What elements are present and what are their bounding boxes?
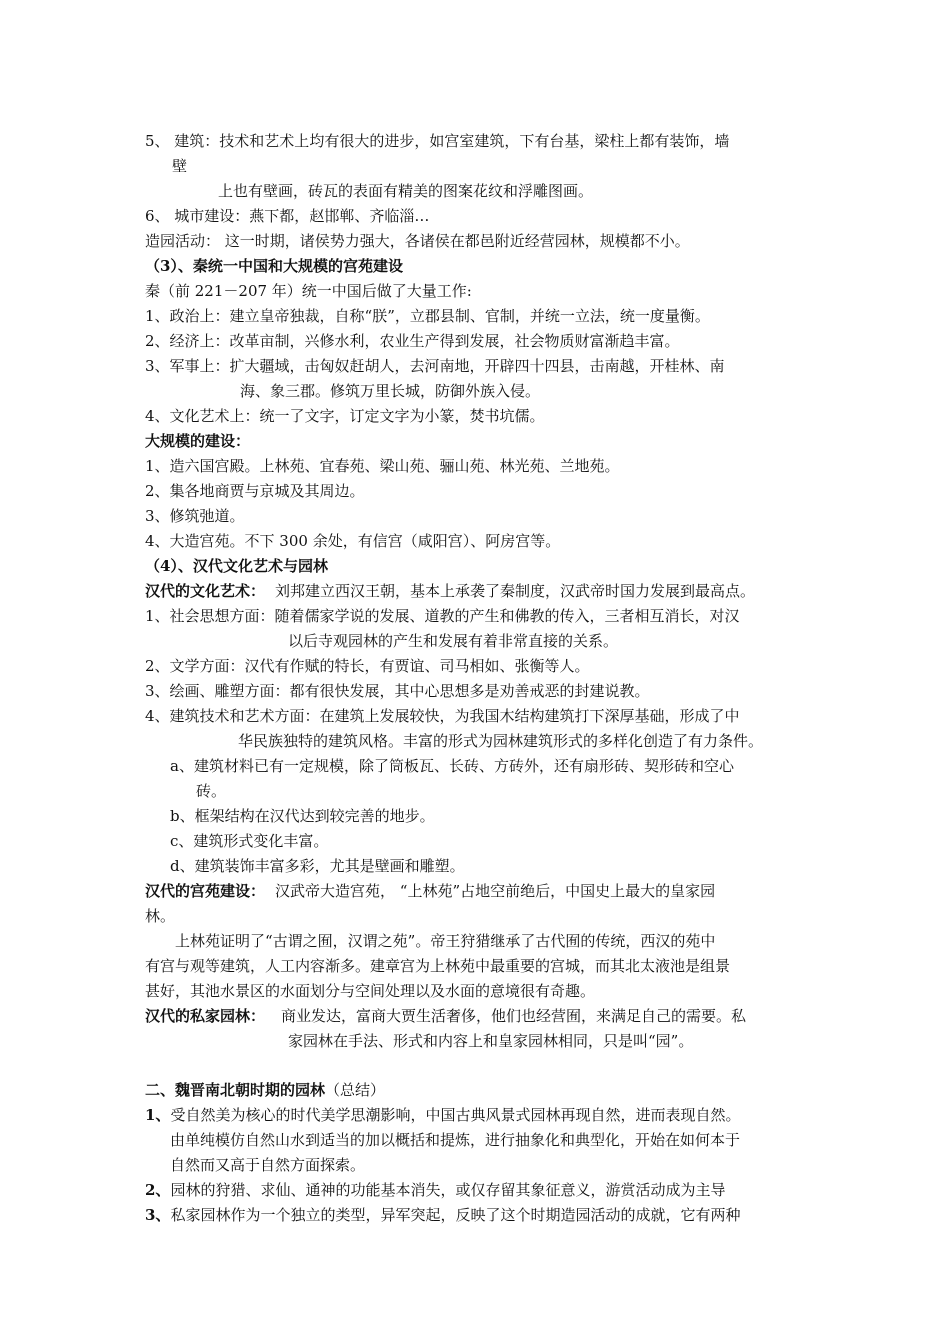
text-line: 4、大造宫苑。不下 300 余处，有信宫（咸阳宫）、阿房宫等。	[145, 532, 561, 550]
text-line: 1、造六国宫殿。上林苑、宜春苑、梁山苑、骊山苑、林光苑、兰地苑。	[145, 457, 620, 475]
subheading: 大规模的建设：	[145, 432, 251, 450]
text-line	[145, 1105, 740, 1125]
section-heading: （3）、秦统一中国和大规模的宫苑建设	[145, 257, 403, 275]
text-line: 以后寺观园林的产生和发展有着非常直接的关系。	[288, 632, 619, 650]
inline-label: 汉代的私家园林：	[145, 1007, 266, 1025]
text-line	[145, 581, 755, 601]
text-line: 3、军事上：扩大疆域，击匈奴赶胡人，去河南地，开辟四十四县，击南越，开桂林、南	[145, 357, 725, 375]
text-line: 2、经济上：改革亩制，兴修水利，农业生产得到发展，社会物质财富渐趋丰富。	[145, 332, 680, 350]
inline-text: 受自然美为核心的时代美学思潮影响，中国古典风景式园林再现自然，进而表现自然。	[170, 1106, 741, 1124]
text-line	[145, 1180, 725, 1200]
inline-label: 汉代的文化艺术：	[145, 582, 266, 600]
inline-text: 刘邦建立西汉王朝，基本上承袭了秦制度，汉武帝时国力发展到最高点。	[275, 582, 756, 600]
text-line: 2、文学方面：汉代有作赋的特长，有贾谊、司马相如、张衡等人。	[145, 657, 590, 675]
text-line: 3、绘画、雕塑方面：都有很快发展，其中心思想多是劝善戒恶的封建说教。	[145, 682, 650, 700]
text-line: 家园林在手法、形式和内容上和皇家园林相同，只是叫“园”。	[288, 1032, 694, 1050]
inline-text: 私家园林作为一个独立的类型，异军突起，反映了这个时期造园活动的成就，它有两种	[170, 1206, 741, 1224]
text-line	[145, 1205, 740, 1225]
text-line: 林。	[145, 907, 176, 925]
section-heading	[145, 1080, 385, 1100]
text-line: b、框架结构在汉代达到较完善的地步。	[170, 807, 435, 825]
text-line: 2、集各地商贾与京城及其周边。	[145, 482, 365, 500]
text-line: 自然而又高于自然方面探索。	[170, 1156, 366, 1174]
text-line: 壁	[172, 157, 188, 175]
text-line: 上林苑证明了“古谓之囿，汉谓之苑”。帝王狩猎继承了古代囿的传统，西汉的苑中	[175, 932, 716, 950]
text-line: 3、修筑弛道。	[145, 507, 245, 525]
text-line: a、建筑材料已有一定规模，除了筒板瓦、长砖、方砖外，还有扇形砖、契形砖和空心	[170, 757, 734, 775]
heading-text: 二、魏晋南北朝时期的园林	[145, 1081, 326, 1099]
text-line: 华民族独特的建筑风格。丰富的形式为园林建筑形式的多样化创造了有力条件。	[238, 732, 764, 750]
text-line: 5、 建筑：技术和艺术上均有很大的进步，如宫室建筑，下有台基，梁柱上都有装饰，墙	[145, 132, 730, 150]
text-line: c、建筑形式变化丰富。	[170, 832, 329, 850]
text-line: 有宫与观等建筑，人工内容渐多。建章宫为上林苑中最重要的宫城，而其北太液池是组景	[145, 957, 731, 975]
text-line: 海、象三郡。修筑万里长城，防御外族入侵。	[240, 382, 541, 400]
list-number: 3、	[145, 1206, 171, 1224]
text-line: 1、政治上：建立皇帝独裁，自称“朕”，立郡县制、官制，并统一立法，统一度量衡。	[145, 307, 710, 325]
text-line: 造园活动： 这一时期，诸侯势力强大，各诸侯在都邑附近经营园林，规模都不小。	[145, 232, 690, 250]
text-line: 由单纯模仿自然山水到适当的加以概括和提炼，进行抽象化和典型化，开始在如何本于	[170, 1131, 741, 1149]
inline-label: 汉代的宫苑建设：	[145, 882, 266, 900]
text-line: d、建筑装饰丰富多彩，尤其是壁画和雕塑。	[170, 857, 465, 875]
text-line: 4、文化艺术上：统一了文字，订定文字为小篆，焚书坑儒。	[145, 407, 545, 425]
list-number: 1、	[145, 1106, 171, 1124]
inline-text: 园林的狩猎、求仙、通神的功能基本消失，或仅存留其象征意义，游赏活动成为主导	[170, 1181, 726, 1199]
text-line: 上也有壁画，砖瓦的表面有精美的图案花纹和浮雕图画。	[218, 182, 594, 200]
text-line	[145, 881, 715, 901]
text-line: 6、 城市建设：燕下都，赵邯郸、齐临淄…	[145, 207, 430, 225]
text-line: 甚好，其池水景区的水面划分与空间处理以及水面的意境很有奇趣。	[145, 982, 596, 1000]
text-line: 4、建筑技术和艺术方面：在建筑上发展较快，为我国木结构建筑打下深厚基础，形成了中	[145, 707, 740, 725]
inline-text: 商业发达，富商大贾生活奢侈，他们也经营囿，来满足自己的需要。私	[281, 1007, 747, 1025]
section-heading: （4）、汉代文化艺术与园林	[145, 557, 328, 575]
heading-note: （总结）	[325, 1081, 386, 1099]
text-line: 1、社会思想方面：随着儒家学说的发展、道教的产生和佛教的传入，三者相互消长，对汉	[145, 607, 740, 625]
inline-text: 汉武帝大造宫苑， “上林苑”占地空前绝后，中国史上最大的皇家园	[275, 882, 716, 900]
list-number: 2、	[145, 1181, 171, 1199]
text-line: 秦（前 221－207 年）统一中国后做了大量工作:	[145, 282, 472, 300]
text-line: 砖。	[196, 782, 227, 800]
text-line	[145, 1006, 746, 1026]
